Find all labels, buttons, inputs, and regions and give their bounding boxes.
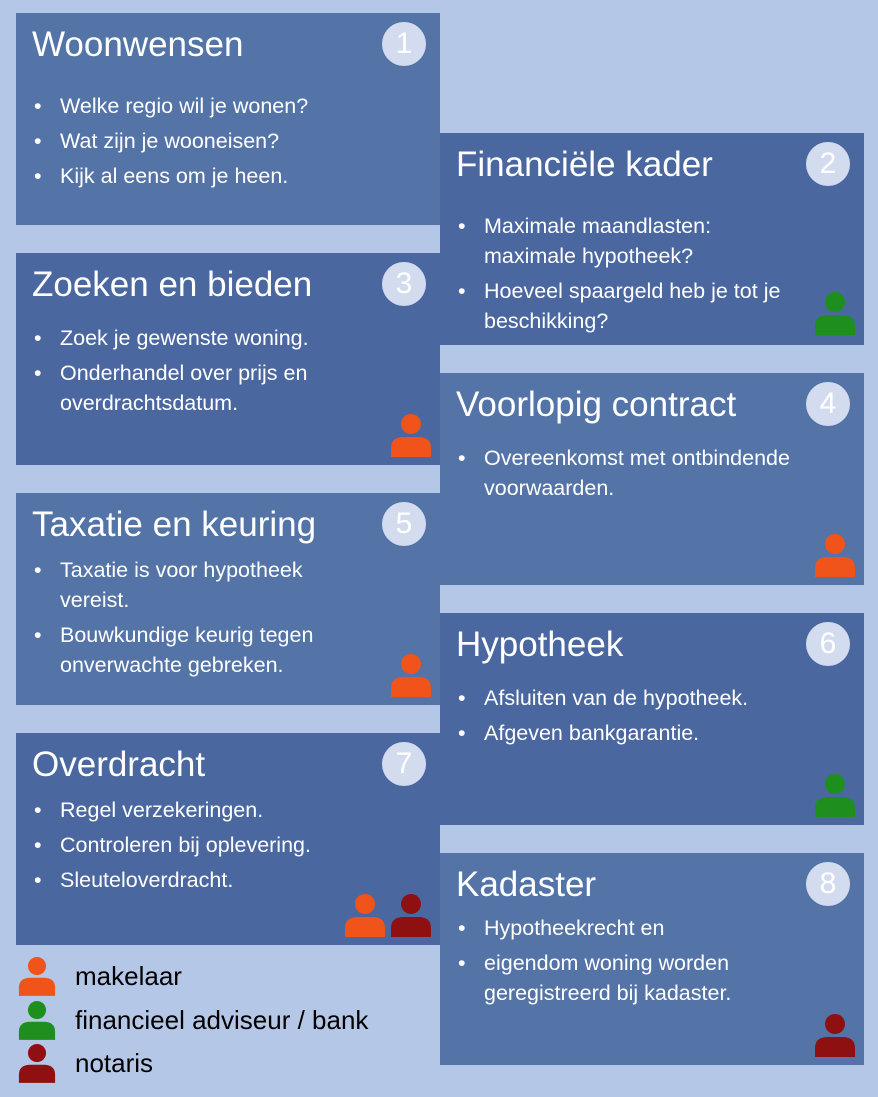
step-card-voorlopig-contract bbox=[440, 373, 864, 585]
bullet-item: • Zoek je gewenste woning. bbox=[32, 323, 376, 353]
step-bullet-list bbox=[32, 555, 360, 685]
bullet-item: • Taxatie is voor hypotheek vereist. bbox=[32, 555, 360, 615]
makelaar-person-icon bbox=[390, 653, 432, 697]
bullet-item: • Hypotheekrecht en bbox=[456, 913, 784, 943]
step-bullet-list bbox=[456, 683, 844, 753]
bullet-item: • Afsluiten van de hypotheek. bbox=[456, 683, 844, 713]
step-bullet-list bbox=[456, 913, 784, 1013]
financieel-adviseur-person-icon bbox=[814, 773, 856, 817]
step-title: Taxatie en keuring bbox=[32, 505, 317, 544]
step-card-hypotheek bbox=[440, 613, 864, 825]
step-title: Financiële kader bbox=[456, 145, 713, 184]
bullet-item: • Hoeveel spaargeld heb je tot je beschikking? bbox=[456, 276, 784, 336]
bullet-item: • eigendom woning worden geregistreerd bij kadaster. bbox=[456, 948, 784, 1008]
step-bullet-list bbox=[32, 91, 420, 196]
step-number-badge: 1 bbox=[382, 22, 426, 66]
bullet-item: • Sleuteloverdracht. bbox=[32, 865, 420, 895]
bullet-item: • Onderhandel over prijs en overdrachtsdatum. bbox=[32, 358, 376, 418]
bullet-item: • Bouwkundige keurig tegen onverwachte gebreken. bbox=[32, 620, 360, 680]
step-number-badge: 7 bbox=[382, 742, 426, 786]
step-title: Kadaster bbox=[456, 865, 597, 904]
bullet-item: • Welke regio wil je wonen? bbox=[32, 91, 420, 121]
makelaar-person-icon bbox=[18, 956, 56, 996]
step-bullet-list bbox=[456, 211, 784, 341]
notaris-person-icon bbox=[390, 893, 432, 937]
step-title: Overdracht bbox=[32, 745, 206, 784]
notaris-person-icon bbox=[18, 1043, 56, 1083]
financieel-adviseur-person-icon bbox=[18, 1000, 56, 1040]
legend-label: financieel adviseur / bank bbox=[75, 1005, 369, 1035]
step-title: Woonwensen bbox=[32, 25, 244, 64]
bullet-item: • Maximale maandlasten: maximale hypotheek? bbox=[456, 211, 784, 271]
step-title: Hypotheek bbox=[456, 625, 624, 664]
step-number-badge: 3 bbox=[382, 262, 426, 306]
bullet-item: • Controleren bij oplevering. bbox=[32, 830, 420, 860]
bullet-item: • Regel verzekeringen. bbox=[32, 795, 420, 825]
step-card-zoeken-en-bieden bbox=[16, 253, 440, 465]
step-number-badge: 6 bbox=[806, 622, 850, 666]
step-number-badge: 5 bbox=[382, 502, 426, 546]
legend-label: makelaar bbox=[75, 961, 182, 991]
bullet-item: • Afgeven bankgarantie. bbox=[456, 718, 844, 748]
bullet-item: • Overeenkomst met ontbindende voorwaarden. bbox=[456, 443, 804, 503]
makelaar-person-icon bbox=[390, 413, 432, 457]
makelaar-person-icon bbox=[814, 533, 856, 577]
step-card-overdracht bbox=[16, 733, 440, 945]
step-number-badge: 8 bbox=[806, 862, 850, 906]
step-card-kadaster bbox=[440, 853, 864, 1065]
makelaar-person-icon bbox=[344, 893, 386, 937]
step-number-badge: 2 bbox=[806, 142, 850, 186]
bullet-item: • Kijk al eens om je heen. bbox=[32, 161, 420, 191]
step-card-taxatie-en-keuring bbox=[16, 493, 440, 705]
step-bullet-list bbox=[32, 323, 376, 423]
financieel-adviseur-person-icon bbox=[814, 291, 856, 335]
step-bullet-list bbox=[456, 443, 804, 508]
notaris-person-icon bbox=[814, 1013, 856, 1057]
bullet-item: • Wat zijn je wooneisen? bbox=[32, 126, 420, 156]
step-bullet-list bbox=[32, 795, 420, 900]
step-card-financiele-kader bbox=[440, 133, 864, 345]
step-title: Zoeken en bieden bbox=[32, 265, 313, 304]
step-card-woonwensen bbox=[16, 13, 440, 225]
legend-label: notaris bbox=[75, 1048, 154, 1078]
step-title: Voorlopig contract bbox=[456, 385, 737, 424]
step-number-badge: 4 bbox=[806, 382, 850, 426]
